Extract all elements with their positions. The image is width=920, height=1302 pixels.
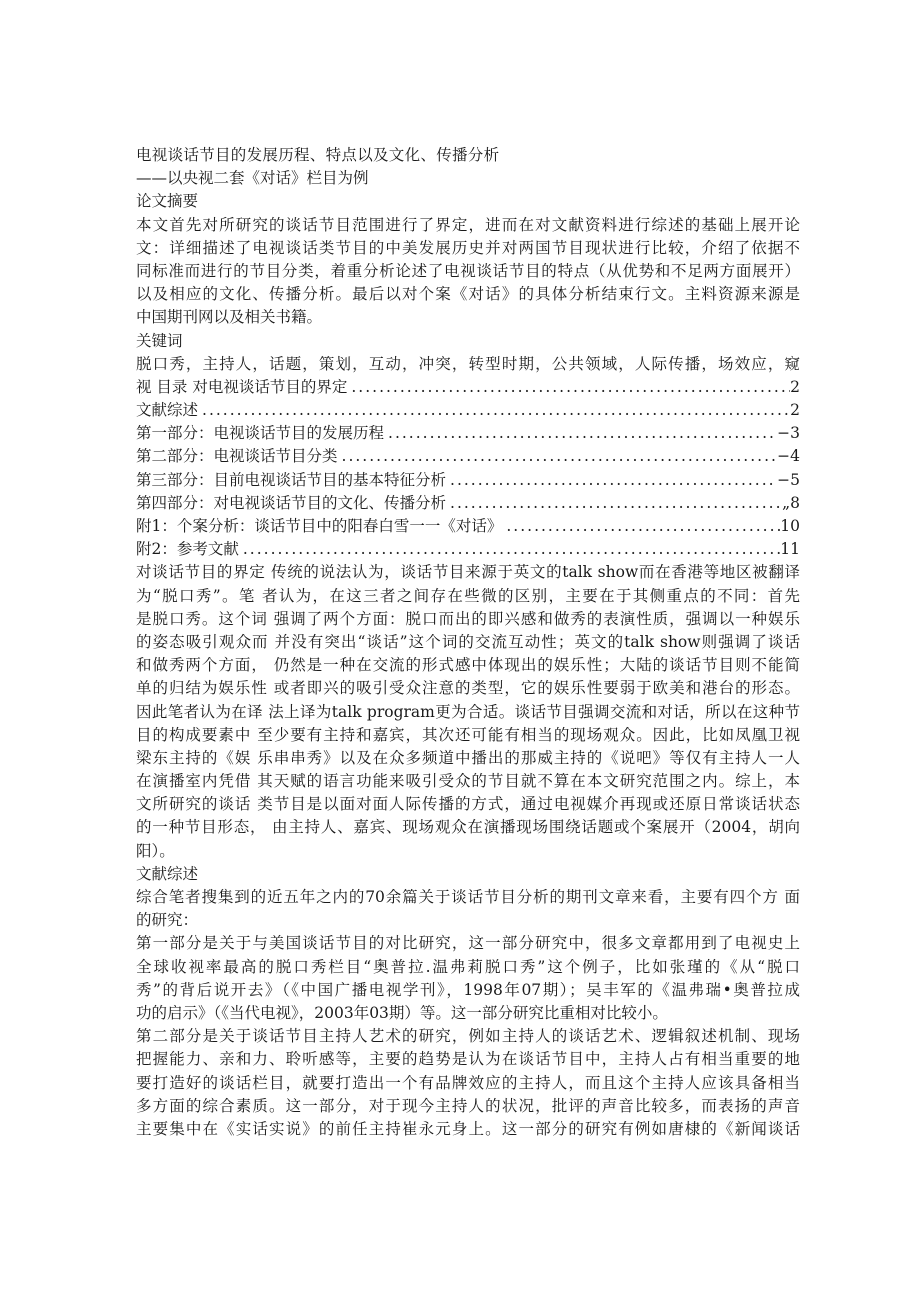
toc-entry[interactable] [136, 492, 800, 515]
toc-entry-page: −5 [777, 470, 800, 489]
abstract-line: 以及相应的文化、传播分析。最后以对个案《对话》的具体分析结束行文。主料资源来源是 [136, 285, 800, 304]
definition-line: 阳）。 [136, 841, 175, 860]
toc-entry[interactable] [136, 376, 800, 399]
review-part2-line: 把握能力、亲和力、聆听感等，主要的趋势是认为在谈话节目中，主持人占有相当重要的地 [136, 1050, 800, 1069]
definition-line: 在演播室内凭借 其天赋的语言功能来吸引受众的节目就不算在本文研究范围之内。综上，本 [136, 772, 800, 791]
toc-entry-title: 附1：个案分析：谈话节目中的阳春白雪一一《对话》 [136, 517, 503, 535]
review-intro-line: 的研究： [136, 911, 199, 930]
review-part1-line: 第一部分是关于与美国谈话节目的对比研究，这一部分研究中，很多文章都用到了电视史上 [136, 934, 800, 953]
review-part2-line: 主要集中在《实话实说》的前任主持崔永元身上。这一部分的研究有例如唐棣的《新闻谈话 [136, 1119, 800, 1138]
toc-leader-dots [347, 376, 790, 399]
toc-leader-dots [239, 538, 780, 561]
toc-entry-page: „8 [782, 493, 800, 512]
table-of-contents [136, 376, 800, 562]
toc-entry-page: −4 [777, 447, 800, 466]
definition-line: 文所研究的谈话 类节目是以面对面人际传播的方式，通过电视媒介再现或还原日常谈话状态 [136, 795, 800, 814]
document-subtitle: ——以央视二套《对话》栏目为例 [136, 169, 369, 188]
review-part2-paragraph [136, 1025, 800, 1141]
toc-entry[interactable] [136, 445, 800, 468]
review-part2-line: 要打造好的谈话栏目，就要打造出一个有品牌效应的主持人，而且这个主持人应该具备相当 [136, 1073, 800, 1092]
definition-line: 的一种节目形态， 由主持人、嘉宾、现场观众在演播现场围绕话题或个案展开（2004，胡向 [136, 818, 800, 837]
toc-entry-page: −3 [777, 424, 800, 443]
toc-entry-title: 文献综述 [136, 401, 199, 420]
toc-entry[interactable] [136, 469, 800, 492]
toc-leader-dots [338, 445, 778, 468]
definition-line: 的姿态吸引观众而 并没有突出“谈话”这个词的交流互动性；英文的talk show则强调了谈话 [136, 632, 800, 651]
definition-line: 为“脱口秀”。笔 者认为，在这三者之间存在些微的区别，主要在于其侧重点的不同：首先 [136, 586, 800, 605]
toc-entry-title: 第四部分：对电视谈话节目的文化、传播分析 [136, 493, 447, 512]
review-part2-line: 第二部分是关于谈话节目主持人艺术的研究，例如主持人的谈话艺术、逻辑叙述机制、现场 [136, 1027, 800, 1046]
definition-line: 梁东主持的《娱 乐串串秀》以及在众多频道中播出的那威主持的《说吧》等仅有主持人一人 [136, 748, 800, 767]
toc-entry-title: 视 目录 对电视谈话节目的界定 [136, 377, 348, 396]
definition-line: 目的构成要素中 至少要有主持和嘉宾，其次还可能有相当的现场观众。因此，比如凤凰卫视 [136, 725, 800, 744]
toc-entry-title: 附2：参考文献 [136, 540, 239, 559]
definition-paragraph [136, 561, 800, 862]
abstract-line: 中国期刊网以及相关书籍。 [136, 308, 323, 327]
definition-line: 对谈话节目的界定 传统的说法认为，谈话节目来源于英文的talk show而在香港等地区被翻译 [136, 563, 800, 582]
review-intro-paragraph [136, 886, 800, 932]
toc-entry[interactable] [136, 515, 800, 538]
keywords-heading: 关键词 [136, 331, 183, 350]
review-part1-line: 全球收视率最高的脱口秀栏目“奥普拉.温弗莉脱口秀”这个例子，比如张瑾的《从“脱口 [136, 957, 800, 976]
toc-leader-dots [446, 469, 777, 492]
abstract-line: 文：详细描述了电视谈话类节目的中美发展历史并对两国节目现状进行比较，介绍了依据不 [136, 238, 800, 257]
toc-entry-page: 10 [780, 517, 800, 535]
toc-entry-title: 第一部分：电视谈话节目的发展历程 [136, 424, 385, 443]
abstract-heading: 论文摘要 [136, 192, 199, 211]
review-part1-line: 秀”的背后说开去》（《中国广播电视学刊》，1998年07期）；吴丰军的《温弗瑞•奥普拉成 [136, 980, 800, 999]
review-part1-line: 功的启示》（《当代电视》，2003年03期）等。这一部分研究比重相对比较小。 [136, 1003, 668, 1022]
toc-entry[interactable] [136, 422, 800, 445]
review-part2-line: 多方面的综合素质。这一部分，对于现今主持人的状况，批评的声音比较多，而表扬的声音 [136, 1096, 800, 1115]
toc-entry-title: 第三部分：目前电视谈话节目的基本特征分析 [136, 470, 447, 489]
toc-leader-dots [198, 399, 790, 422]
toc-entry-page: 11 [780, 540, 800, 559]
abstract-line: 同标准而进行的节目分类，着重分析论述了电视谈话节目的特点（从优势和不足两方面展开） [136, 261, 800, 280]
definition-line: 和做秀两个方面， 仍然是一种在交流的形式感中体现出的娱乐性；大陆的谈话节目则不能简 [136, 656, 800, 675]
abstract-line: 本文首先对所研究的谈话节目范围进行了界定，进而在对文献资料进行综述的基础上展开论 [136, 215, 800, 234]
toc-entry[interactable] [136, 538, 800, 561]
toc-entry-title: 第二部分：电视谈话节目分类 [136, 447, 338, 466]
toc-entry[interactable] [136, 399, 800, 422]
toc-entry-page: 2 [790, 377, 800, 396]
toc-leader-dots [502, 515, 780, 538]
keywords-line: 脱口秀，主持人，话题，策划，互动，冲突，转型时期，公共领域，人际传播，场效应，窥 [136, 354, 800, 373]
definition-line: 是脱口秀。这个词 强调了两个方面：脱口而出的即兴感和做秀的表演性质，强调以一种娱乐 [136, 609, 800, 628]
review-part1-paragraph [136, 932, 800, 1025]
definition-line: 单的归结为娱乐性 或者即兴的吸引受众注意的类型，它的娱乐性要弱于欧美和港台的形态。 [136, 679, 800, 698]
abstract-paragraph [136, 214, 800, 330]
toc-leader-dots [384, 422, 777, 445]
review-heading: 文献综述 [136, 864, 199, 883]
definition-line: 因此笔者认为在译 法上译为talk program更为合适。谈话节目强调交流和对话，所以在这种节 [136, 702, 800, 721]
toc-entry-page: 2 [790, 401, 800, 420]
document-title: 电视谈话节目的发展历程、特点以及文化、传播分析 [136, 146, 500, 164]
toc-leader-dots [446, 492, 782, 515]
review-intro-line: 综合笔者搜集到的近五年之内的70余篇关于谈话节目分析的期刊文章来看，主要有四个方 面 [136, 888, 800, 906]
